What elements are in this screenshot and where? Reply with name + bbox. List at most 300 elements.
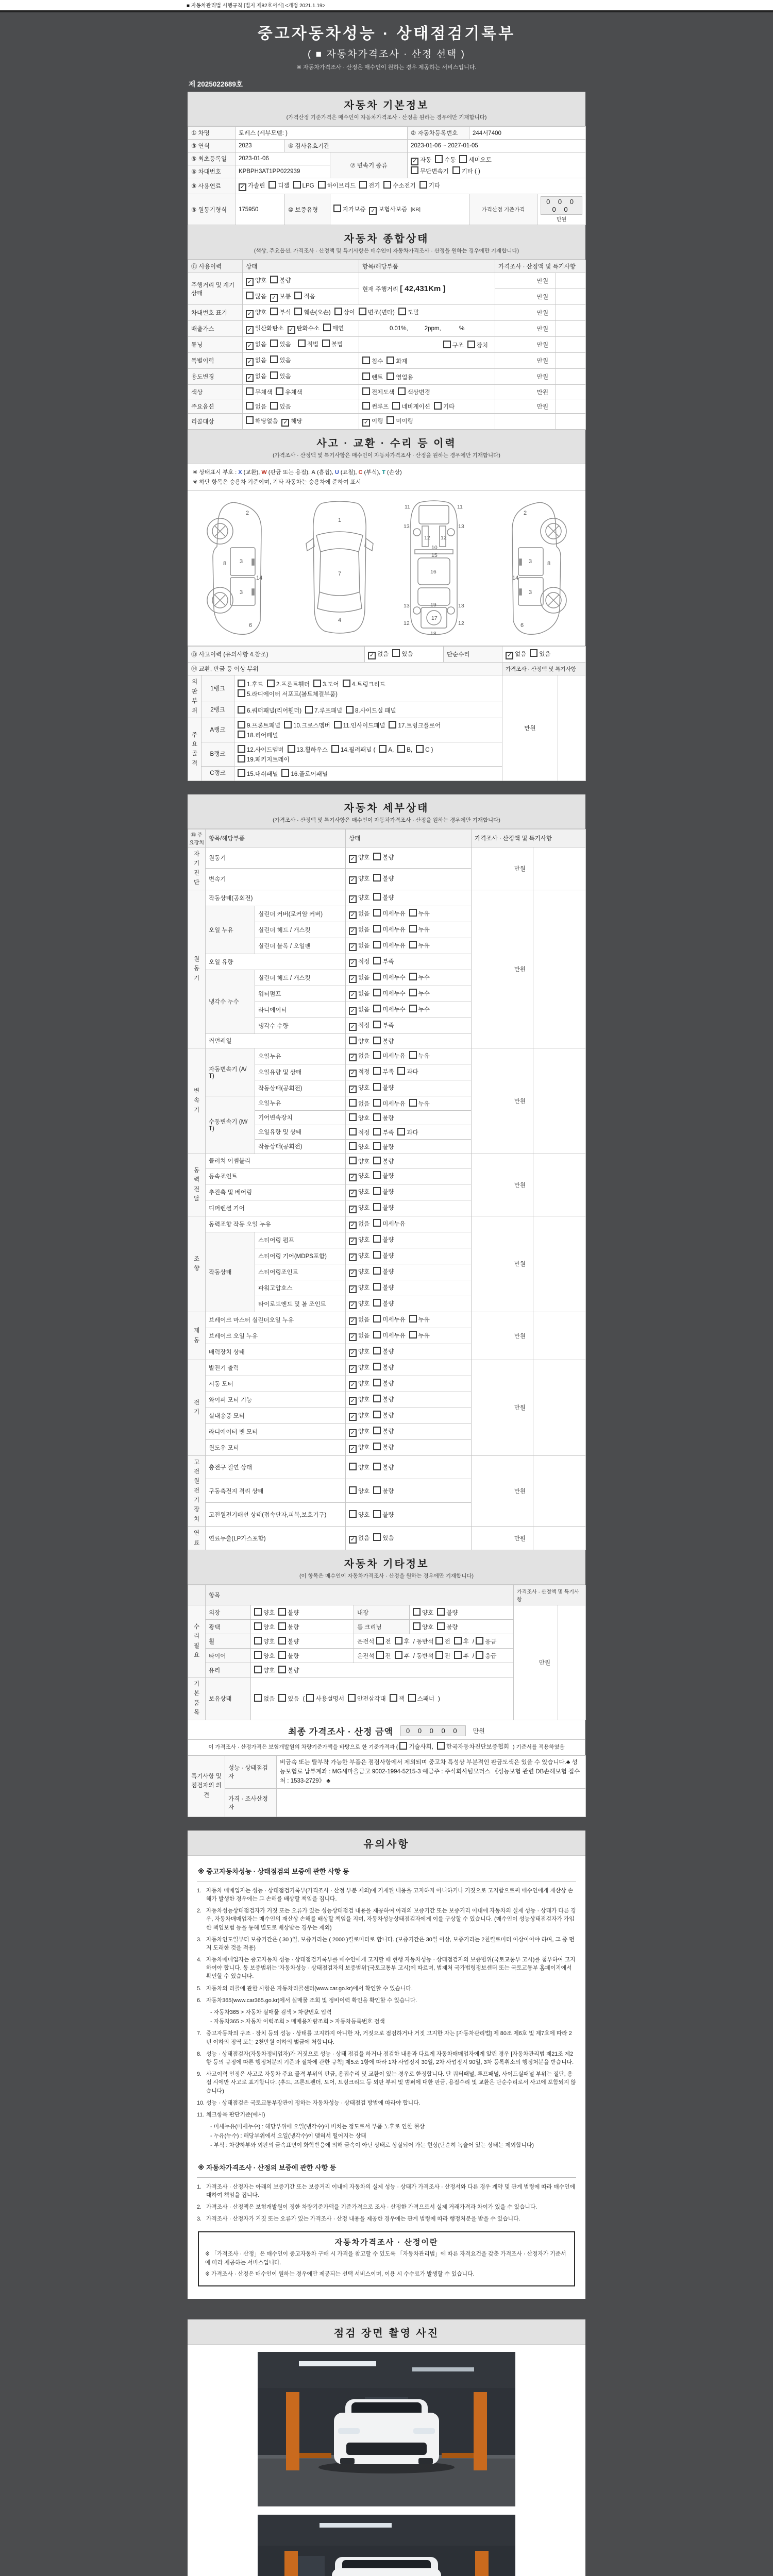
svg-text:6: 6: [520, 622, 524, 629]
price-cell: 만원: [472, 1527, 533, 1550]
base-price-digits: 0 0 0 0 0: [541, 196, 582, 215]
checkbox[interactable]: 과다: [397, 1128, 418, 1137]
checkbox[interactable]: ✓ 없음: [349, 941, 369, 951]
checkbox[interactable]: 미이행: [386, 416, 413, 425]
checkbox[interactable]: ✓ 양호: [349, 1379, 369, 1389]
checkbox[interactable]: ✓ 없음: [349, 1005, 369, 1015]
checkbox[interactable]: 있음: [278, 1694, 299, 1703]
item-cell: [359, 353, 495, 369]
checkbox[interactable]: ✓ 없음: [349, 909, 369, 919]
checkbox[interactable]: 누수: [409, 989, 430, 997]
group-label: 조향: [188, 1216, 206, 1312]
checkbox[interactable]: ✓ 양호: [349, 1251, 369, 1261]
field-label: ⑦ 변속기 종류: [330, 152, 408, 178]
checkbox[interactable]: 불량: [437, 1608, 458, 1617]
checkbox[interactable]: 적정: [349, 1128, 369, 1137]
checkbox[interactable]: ✓ 양호: [246, 308, 266, 318]
checkbox[interactable]: ✓ 양호: [349, 1299, 369, 1309]
checkbox[interactable]: 5.라디에이터 서포트(볼트체결부품): [238, 689, 338, 698]
checkbox[interactable]: LPG: [293, 181, 314, 189]
state-cell: [243, 369, 359, 385]
checkbox[interactable]: 누유: [409, 1099, 430, 1108]
note-cell: [533, 1154, 586, 1216]
checkbox[interactable]: 14.필러패널 (: [331, 745, 375, 754]
checkbox[interactable]: ✓ 없음: [349, 1315, 369, 1325]
checkbox[interactable]: 양호: [349, 1463, 369, 1471]
checkbox[interactable]: 기타: [419, 181, 440, 190]
legend-u: U: [334, 469, 339, 476]
checkbox[interactable]: ✓ 없음: [349, 1331, 369, 1341]
checkbox[interactable]: 부족: [373, 957, 394, 965]
checkbox[interactable]: 누유: [409, 909, 430, 918]
checkbox[interactable]: 미세누유: [373, 1331, 405, 1340]
item-label: 워터펌프: [255, 986, 346, 1002]
notice-subsection-title: ※ 자동차가격조사 · 산정의 보증에 관한 사항 등: [197, 2159, 576, 2178]
checkbox[interactable]: 불량: [373, 1486, 394, 1495]
appraiser-opinion-text: [277, 1788, 586, 1817]
checkbox[interactable]: 양호: [254, 1651, 275, 1660]
checkbox[interactable]: 훼손(오손): [294, 308, 330, 316]
checkbox[interactable]: 불량: [373, 1251, 394, 1260]
checkbox[interactable]: 있음: [270, 402, 291, 411]
checkbox[interactable]: 2.프론트휀더: [267, 680, 310, 688]
checkbox[interactable]: 미세누유: [373, 1099, 405, 1108]
checkbox[interactable]: 없음: [246, 402, 266, 411]
checkbox[interactable]: ✓ 양호: [349, 1283, 369, 1293]
checkbox[interactable]: ✓ 양호: [349, 1395, 369, 1405]
group-label: 연료: [188, 1527, 206, 1550]
checkbox[interactable]: 기타 ( ): [452, 166, 480, 175]
state-cell: [346, 1048, 472, 1064]
checkbox[interactable]: 수소전기: [383, 181, 415, 190]
checkbox[interactable]: ✓ 양호: [349, 1083, 369, 1093]
checkbox[interactable]: 양호: [254, 1608, 275, 1617]
page-title: 중고자동차성능 · 상태점검기록부: [257, 25, 516, 42]
checkbox[interactable]: 기술사회,: [399, 1742, 433, 1751]
notice-item: [197, 2111, 576, 2119]
checkbox[interactable]: 양호: [349, 1157, 369, 1165]
checkbox[interactable]: 불량: [373, 1037, 394, 1045]
note-cell: [533, 847, 586, 890]
item-text: 가격조사 · 산정자가 거짓 또는 오류가 있는 가격조사 · 산정 내용을 제공한 경우에는 관계 법령에 따라 행정처분을 받을 수 있습니다.: [206, 2216, 520, 2223]
state-cell: [346, 1200, 472, 1216]
checkbox[interactable]: 양호: [349, 1510, 369, 1519]
price-box-line: ※ 「가격조사 · 산정」은 매수인이 중고자동차 구매 시 가격을 참고할 수 있도록 「자동차관리법」에 따른 자격요건을 갖춘 가격조사 · 산정자가 기준서에 따라 제공하는 서비스입니다.: [205, 2251, 566, 2266]
checkbox[interactable]: 불량: [373, 1443, 394, 1451]
checkbox[interactable]: ✓ 없음: [349, 1219, 369, 1229]
svg-text:18: 18: [430, 631, 436, 637]
state-cell: [243, 305, 495, 321]
checkbox[interactable]: 불량: [373, 1113, 394, 1122]
field-label: ⑨ 원동기형식: [188, 194, 236, 225]
checkbox[interactable]: 불량: [373, 1411, 394, 1419]
checkbox[interactable]: 디젤: [268, 181, 289, 190]
section-subtitle: (색상, 주요옵션, 가격조사 · 산정액 및 특기사항은 매수인이 자동차가격조사 · 산정을 원하는 경우에만 기재합니다): [254, 248, 519, 254]
group-label: 동력전달: [188, 1154, 206, 1216]
checkbox[interactable]: 상이: [334, 308, 355, 316]
checkbox[interactable]: ✓ 양호: [349, 1204, 369, 1213]
checkbox[interactable]: 양호: [254, 1622, 275, 1631]
mileage-label: 현재 주행거리: [362, 286, 398, 293]
checkbox[interactable]: 10.크로스멤버: [284, 721, 330, 730]
checkbox[interactable]: 있음: [392, 649, 413, 658]
state-cell: [346, 1503, 472, 1527]
checkbox[interactable]: ✓ 양호: [349, 874, 369, 884]
checkbox[interactable]: 7.루프패널: [305, 706, 342, 715]
checkbox[interactable]: 썬루프: [362, 402, 389, 411]
checkbox[interactable]: ✓ 이행: [362, 417, 383, 427]
column-header: 항목/해당부품: [206, 829, 346, 847]
checkbox[interactable]: 불량: [373, 1235, 394, 1244]
checkbox[interactable]: ✓ 양호: [349, 1443, 369, 1453]
checkbox[interactable]: 불량: [373, 1379, 394, 1387]
checkbox[interactable]: 양호: [254, 1666, 275, 1674]
checkbox[interactable]: 양호: [413, 1622, 433, 1631]
checkbox[interactable]: 네비게이션: [392, 402, 430, 411]
item-label: 실린더 커버(로커암 커버): [255, 906, 346, 922]
checkbox[interactable]: 응급: [476, 1637, 496, 1646]
checkbox[interactable]: 불량: [373, 1171, 394, 1180]
checkbox[interactable]: 불량: [278, 1651, 299, 1660]
checkbox[interactable]: ✓ 양호: [349, 1411, 369, 1421]
state-cell: [251, 1677, 514, 1720]
checkbox[interactable]: ✓ 없음: [246, 340, 266, 350]
note-cell: [533, 1048, 586, 1154]
checkbox[interactable]: 불량: [373, 1395, 394, 1403]
checkbox[interactable]: A,: [379, 745, 394, 753]
checkbox[interactable]: 부족: [373, 1067, 394, 1076]
checkbox[interactable]: 불량: [373, 1142, 394, 1151]
checkbox[interactable]: 3.도어: [313, 680, 339, 688]
panel-notice: [188, 1831, 585, 2299]
checkbox[interactable]: 불량: [270, 276, 291, 284]
legend-a: A: [311, 469, 316, 476]
checkbox[interactable]: 화재: [386, 357, 407, 365]
checkbox[interactable]: ✓ 양호: [349, 1267, 369, 1277]
price-cell: 만원: [495, 321, 556, 337]
checkbox[interactable]: 무채색: [246, 387, 272, 396]
checkbox[interactable]: 불량: [373, 1463, 394, 1471]
checkbox[interactable]: 17.트렁크플로어: [389, 721, 441, 730]
checkbox[interactable]: 불량: [373, 1299, 394, 1308]
checkbox[interactable]: ✓ 자동: [411, 156, 431, 165]
checkbox[interactable]: 장치: [467, 341, 488, 349]
checkbox[interactable]: 누수: [409, 1005, 430, 1013]
checkbox[interactable]: 스패너: [408, 1694, 434, 1703]
checkbox[interactable]: ✓ 적정: [349, 1021, 369, 1031]
checkbox[interactable]: 미세누유: [373, 1219, 405, 1228]
checkbox[interactable]: 부식: [270, 308, 291, 316]
item-number: 11.: [197, 2111, 205, 2118]
comprehensive-table: [188, 260, 586, 430]
legend-text: (요철),: [339, 469, 359, 476]
checkbox[interactable]: 세미오토: [459, 155, 491, 164]
checkbox[interactable]: 불량: [278, 1608, 299, 1617]
price-cell: 만원: [514, 1605, 558, 1720]
checkbox[interactable]: 변조(변타): [359, 308, 395, 316]
checkbox[interactable]: 양호: [349, 1142, 369, 1151]
item-label: 고전원전기배선 상태(접속단자,피복,보호기구): [206, 1503, 346, 1527]
checkbox[interactable]: 불량: [373, 1363, 394, 1371]
checkbox[interactable]: 부족: [373, 1128, 394, 1137]
checkbox[interactable]: 불량: [373, 853, 394, 861]
checkbox[interactable]: 12.사이드멤버: [238, 745, 284, 754]
state-cell: [346, 938, 472, 954]
checkbox[interactable]: 전체도색: [362, 387, 394, 396]
checkbox[interactable]: ✓ 없음: [349, 1534, 369, 1544]
checkbox[interactable]: 미세누유: [373, 1051, 405, 1060]
checkbox[interactable]: 후: [454, 1637, 469, 1646]
checkbox[interactable]: 1.후드: [238, 680, 263, 688]
field-label: ③ 연식: [188, 140, 236, 152]
checkbox[interactable]: ✓ 양호: [349, 853, 369, 863]
checkbox[interactable]: 있음: [270, 355, 291, 364]
checkbox[interactable]: 한국자동차진단보증협회: [437, 1742, 509, 1751]
svg-text:14: 14: [256, 575, 262, 582]
checkbox[interactable]: 후: [454, 1651, 469, 1660]
checkbox[interactable]: 구조: [443, 341, 464, 349]
item-label: 실내송풍 모터: [206, 1408, 346, 1423]
legend-text: ※ 상태표시 부호 :: [193, 469, 239, 476]
checkbox[interactable]: 전: [435, 1651, 450, 1660]
checkbox[interactable]: 불량: [373, 1267, 394, 1276]
position-label: / 동반석: [413, 1653, 434, 1660]
checkbox[interactable]: 침수: [362, 357, 383, 365]
checkbox[interactable]: 미세누유: [373, 941, 405, 950]
svg-text:11: 11: [457, 504, 463, 511]
checkbox[interactable]: ✓ 없음: [349, 989, 369, 999]
checkbox[interactable]: 과다: [397, 1067, 418, 1076]
item-text: 자동차365(www.car365.go.kr)에서 실매물 조회 및 정비이력 확인을 확인할 수 있습니다.: [206, 1997, 417, 2004]
checkbox[interactable]: 해당없음: [246, 416, 278, 425]
checkbox[interactable]: 전: [376, 1651, 391, 1660]
fuel-options: [236, 178, 586, 194]
item-number: 2.: [197, 1908, 202, 1914]
checkbox[interactable]: ✓ 없음: [246, 372, 266, 382]
checkbox[interactable]: 자가보증: [333, 205, 365, 213]
checkbox[interactable]: ✓ 양호: [349, 1235, 369, 1245]
checkbox[interactable]: 불법: [322, 340, 343, 348]
checkbox[interactable]: 양호: [349, 1113, 369, 1122]
checkbox[interactable]: 적법: [298, 340, 318, 348]
panel-photos: [188, 2319, 585, 2576]
item-number: 10.: [197, 2099, 205, 2106]
checkbox[interactable]: ✓ 없음: [349, 1052, 369, 1061]
column-header: [188, 1585, 206, 1605]
checkbox[interactable]: 미세누유: [373, 925, 405, 934]
checkbox[interactable]: ✓ 보험사보증: [369, 205, 407, 215]
checkbox[interactable]: 수동: [435, 155, 456, 164]
checkbox[interactable]: 불량: [373, 893, 394, 902]
checkbox[interactable]: 불량: [373, 1510, 394, 1519]
checkbox[interactable]: ✓ 없음: [349, 973, 369, 983]
checkbox[interactable]: 불량: [278, 1622, 299, 1631]
checkbox[interactable]: 미세누수: [373, 989, 405, 997]
checkbox[interactable]: ✓ 탄화수소: [288, 324, 320, 334]
checkbox[interactable]: 불량: [373, 1427, 394, 1435]
checkbox[interactable]: 8.사이드실 패널: [346, 706, 396, 715]
checkbox[interactable]: 미세누유: [373, 909, 405, 918]
checkbox[interactable]: ✓ 양호: [246, 276, 266, 286]
checkbox[interactable]: 불량: [373, 1347, 394, 1355]
note-cell: [556, 289, 586, 305]
checkbox[interactable]: ✓ 없음: [246, 356, 266, 366]
checkbox[interactable]: 누수: [409, 973, 430, 981]
checkbox[interactable]: 양호: [349, 1037, 369, 1045]
warranty-provider: [KB]: [410, 207, 421, 213]
car-diagram-top: [301, 498, 378, 638]
inspection-photo-front: [258, 2352, 515, 2506]
state-cell: [410, 1620, 514, 1634]
checkbox[interactable]: 있음: [270, 340, 291, 348]
rank-label: 2랭크: [201, 702, 234, 718]
checkbox[interactable]: 전: [376, 1637, 391, 1646]
checkbox[interactable]: 6.쿼터패널(리어휀더): [238, 706, 301, 715]
checkbox[interactable]: ✓ 가솔린: [239, 181, 265, 191]
item-label: 발전기 출력: [206, 1360, 346, 1376]
checkbox[interactable]: 매연: [323, 324, 344, 332]
checkbox[interactable]: 미세누수: [373, 973, 405, 981]
checkbox[interactable]: 후: [395, 1637, 410, 1646]
checkbox[interactable]: ✓ 적정: [349, 957, 369, 967]
checkbox[interactable]: 유채색: [276, 387, 302, 396]
column-header: 가격조사 · 산정액 및 특기사항: [495, 260, 586, 273]
state-cell: [251, 1649, 354, 1663]
checkbox[interactable]: 후: [395, 1651, 410, 1660]
inspection-photos: [188, 2345, 585, 2576]
checkbox[interactable]: ✓ 없음: [506, 650, 526, 659]
checkbox[interactable]: 있음: [270, 371, 291, 380]
checkbox[interactable]: 하이브리드: [318, 181, 356, 190]
checkbox[interactable]: 16.플로어패널: [281, 769, 328, 778]
checkbox[interactable]: 누유: [409, 1315, 430, 1324]
state-cell: [346, 1280, 472, 1296]
svg-text:12: 12: [403, 620, 410, 627]
checkbox[interactable]: 기타: [434, 402, 455, 411]
checkbox[interactable]: ✓ 없음: [349, 925, 369, 935]
checkbox[interactable]: 19.패키지트레이: [238, 755, 290, 764]
checkbox[interactable]: 불량: [373, 1157, 394, 1165]
checkbox[interactable]: ✓ 없음: [368, 650, 389, 659]
svg-text:3: 3: [239, 558, 243, 565]
checkbox[interactable]: 누유: [409, 941, 430, 950]
checkbox[interactable]: 색상변경: [398, 387, 430, 396]
item-cell: [359, 399, 495, 414]
checkbox[interactable]: ✓ 보통: [270, 292, 291, 302]
checkbox[interactable]: 잭: [390, 1694, 405, 1703]
checkbox[interactable]: 있음: [530, 649, 550, 658]
price-cell: [495, 414, 556, 430]
checkbox[interactable]: 영업용: [386, 372, 413, 381]
row-label: 보유상태: [206, 1677, 251, 1720]
row-label: 배출가스: [188, 321, 243, 337]
checkbox[interactable]: ✓ 해당: [281, 417, 302, 427]
checkbox[interactable]: 전기: [359, 181, 380, 190]
checkbox[interactable]: 없음: [254, 1694, 275, 1703]
checkbox[interactable]: 양호: [254, 1637, 275, 1646]
checkbox[interactable]: 불량: [373, 874, 394, 883]
checkbox[interactable]: 9.프론트패널: [238, 721, 280, 730]
checkbox[interactable]: 있음: [373, 1533, 394, 1542]
checkbox[interactable]: B,: [397, 745, 412, 753]
checkbox[interactable]: 부족: [373, 1021, 394, 1029]
checkbox[interactable]: 불량: [278, 1637, 299, 1646]
price-cell: 만원: [495, 353, 556, 369]
note-text: 이 가격조사 · 산정가격은 보험개발원의 차량기준가액을 바탕으로 한 기준가격과 (: [208, 1743, 398, 1750]
legend-x: X: [238, 469, 242, 476]
row-label: 차대번호 표기: [188, 305, 243, 321]
checkbox[interactable]: 불량: [373, 1083, 394, 1092]
checkbox[interactable]: ✓ 양호: [349, 1363, 369, 1373]
state-cell: [346, 1264, 472, 1280]
state-cell: [346, 1248, 472, 1264]
checkbox[interactable]: 적음: [294, 292, 315, 300]
checkbox[interactable]: 4.트렁크리드: [343, 680, 385, 688]
checkbox[interactable]: 불량: [373, 1283, 394, 1292]
checkbox[interactable]: 불량: [278, 1666, 299, 1674]
checkbox[interactable]: 많음: [246, 292, 266, 300]
panel-basic-info: [188, 92, 585, 781]
checkbox[interactable]: 사용설명서: [306, 1694, 344, 1703]
inspection-photo-rear: [258, 2515, 515, 2576]
checkbox[interactable]: 안전삼각대: [348, 1694, 386, 1703]
checkbox[interactable]: ✓ 양호: [349, 1172, 369, 1181]
checkbox[interactable]: 불량: [373, 1203, 394, 1212]
item-text: 자동차의 리콜에 관한 사항은 자동차리콜센터(www.car.go.kr)에서 확인할 수 있습니다.: [206, 1985, 413, 1992]
checkbox[interactable]: 미세누수: [373, 1005, 405, 1013]
checkbox[interactable]: 무단변속기: [411, 166, 449, 175]
item-text: 체크항목 판단기준(예시): [206, 2111, 265, 2118]
checkbox[interactable]: ✓ 적정: [349, 1067, 369, 1077]
checkbox[interactable]: 누유: [409, 925, 430, 934]
checkbox[interactable]: 누유: [409, 1051, 430, 1060]
checkbox[interactable]: 누유: [409, 1331, 430, 1340]
checkbox[interactable]: ✓ 일산화탄소: [246, 324, 284, 334]
checkbox[interactable]: 18.리어패널: [238, 731, 278, 739]
note-cell: [558, 1605, 586, 1720]
checkbox[interactable]: 불량: [373, 1187, 394, 1196]
checkbox[interactable]: 13.휠하우스: [288, 745, 328, 754]
checkbox[interactable]: ✓ 양호: [349, 1427, 369, 1437]
item-number: 1.: [197, 1887, 202, 1894]
legend-text: (흠집),: [315, 469, 335, 476]
checkbox[interactable]: 전: [435, 1637, 450, 1646]
section-comprehensive-header: [188, 225, 585, 260]
checkbox[interactable]: 도말: [398, 308, 419, 316]
svg-text:2: 2: [245, 510, 249, 517]
state-cell: [346, 1002, 472, 1018]
notice-item: [197, 1887, 576, 1903]
checkbox[interactable]: 렌트: [362, 372, 383, 381]
checkbox[interactable]: ✓ 양호: [349, 1188, 369, 1197]
checkbox[interactable]: C ): [416, 745, 433, 753]
checkbox[interactable]: 양호: [413, 1608, 433, 1617]
checkbox[interactable]: 15.대쉬패널: [238, 769, 278, 778]
checkbox[interactable]: ✓ 양호: [349, 893, 369, 903]
checkbox[interactable]: ✓ 양호: [349, 1347, 369, 1357]
checkbox[interactable]: 없음: [349, 1099, 369, 1108]
checkbox[interactable]: 미세누유: [373, 1315, 405, 1324]
section-title: 자동차 세부상태: [344, 802, 429, 814]
state-cell: [346, 1479, 472, 1503]
row-label: 특별이력: [188, 353, 243, 369]
checkbox[interactable]: 불량: [437, 1622, 458, 1631]
item-label: 스티어링 펌프: [255, 1232, 346, 1248]
checkbox[interactable]: 양호: [349, 1486, 369, 1495]
checkbox[interactable]: 응급: [476, 1651, 496, 1660]
state-cell: [346, 1033, 472, 1048]
checkbox[interactable]: 11.인사이드패널: [334, 721, 385, 730]
